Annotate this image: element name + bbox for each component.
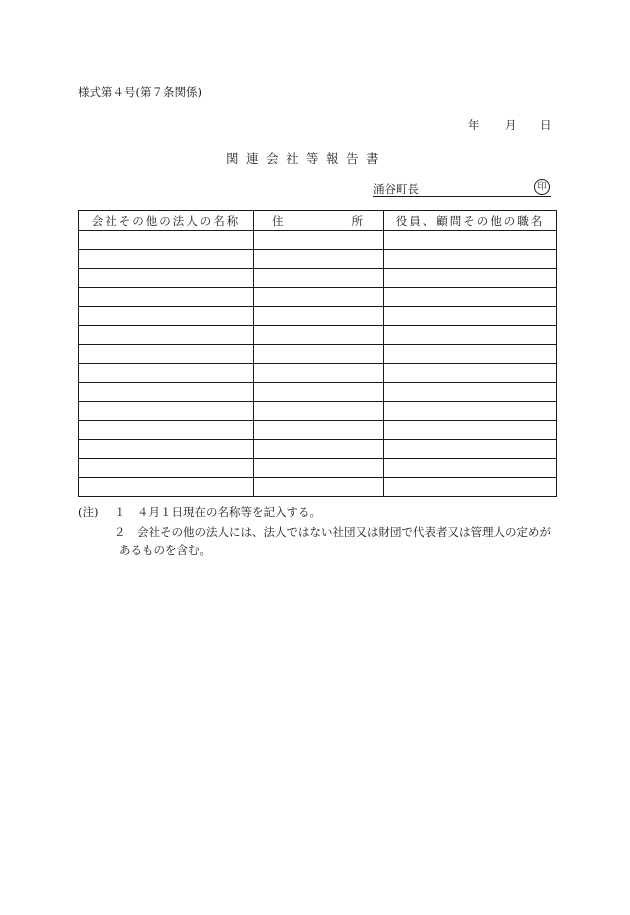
cell-address[interactable] <box>254 421 384 440</box>
cell-role[interactable] <box>384 288 557 307</box>
cell-role[interactable] <box>384 269 557 288</box>
cell-role[interactable] <box>384 402 557 421</box>
cell-role[interactable] <box>384 478 557 497</box>
table-row <box>79 269 557 288</box>
cell-address[interactable] <box>254 459 384 478</box>
cell-company-name[interactable] <box>79 383 254 402</box>
cell-address[interactable] <box>254 250 384 269</box>
cell-address[interactable] <box>254 231 384 250</box>
date-year-label: 年 <box>468 118 480 132</box>
cell-company-name[interactable] <box>79 231 254 250</box>
cell-address[interactable] <box>254 383 384 402</box>
cell-company-name[interactable] <box>79 440 254 459</box>
cell-company-name[interactable] <box>79 269 254 288</box>
cell-company-name[interactable] <box>79 288 254 307</box>
table-row <box>79 478 557 497</box>
related-companies-table <box>78 210 557 497</box>
header-company-name: 会社その他の法人の名称 <box>79 211 254 231</box>
table-body <box>79 231 557 497</box>
cell-company-name[interactable] <box>79 307 254 326</box>
table-row <box>79 288 557 307</box>
table-row <box>79 307 557 326</box>
table-row <box>79 326 557 345</box>
cell-address[interactable] <box>254 364 384 383</box>
table-row <box>79 421 557 440</box>
date-day-label: 日 <box>540 118 552 132</box>
header-address-part2: 所 <box>351 213 363 228</box>
seal-icon: 印 <box>534 179 550 195</box>
table-row <box>79 250 557 269</box>
cell-address[interactable] <box>254 345 384 364</box>
cell-address[interactable] <box>254 269 384 288</box>
cell-address[interactable] <box>254 478 384 497</box>
date-month-label: 月 <box>505 118 517 132</box>
table-row <box>79 402 557 421</box>
cell-address[interactable] <box>254 288 384 307</box>
cell-company-name[interactable] <box>79 459 254 478</box>
table-row <box>79 364 557 383</box>
cell-address[interactable] <box>254 402 384 421</box>
cell-address[interactable] <box>254 440 384 459</box>
cell-role[interactable] <box>384 383 557 402</box>
cell-role[interactable] <box>384 307 557 326</box>
cell-company-name[interactable] <box>79 345 254 364</box>
table-row <box>79 383 557 402</box>
cell-company-name[interactable] <box>79 478 254 497</box>
header-role: 役員、顧問その他の職名 <box>384 211 557 231</box>
cell-role[interactable] <box>384 364 557 383</box>
cell-address[interactable] <box>254 307 384 326</box>
table-row <box>79 440 557 459</box>
table-row <box>79 345 557 364</box>
cell-role[interactable] <box>384 440 557 459</box>
cell-company-name[interactable] <box>79 364 254 383</box>
cell-role[interactable] <box>384 421 557 440</box>
cell-company-name[interactable] <box>79 326 254 345</box>
cell-role[interactable] <box>384 231 557 250</box>
notes-label: (注) <box>78 505 99 519</box>
cell-company-name[interactable] <box>79 250 254 269</box>
cell-role[interactable] <box>384 326 557 345</box>
note-item-1: １ ４月１日現在の名称等を記入する。 <box>114 505 321 519</box>
cell-role[interactable] <box>384 345 557 364</box>
cell-company-name[interactable] <box>79 402 254 421</box>
document-title: 関連会社等報告書 <box>226 151 387 166</box>
note-item-2: ２ 会社その他の法人には、法人ではない社団又は財団で代表者又は管理人の定めが <box>114 525 551 539</box>
addressee-line <box>373 181 551 197</box>
cell-company-name[interactable] <box>79 421 254 440</box>
form-number: 様式第４号(第７条関係) <box>78 85 202 99</box>
addressee-name: 涌谷町長 <box>373 182 419 196</box>
note-item-2-continued: あるものを含む。 <box>119 543 211 557</box>
table-header-row <box>79 211 557 231</box>
cell-role[interactable] <box>384 459 557 478</box>
header-address <box>254 211 384 231</box>
header-address-part1: 住 <box>272 213 284 228</box>
table-row <box>79 459 557 478</box>
cell-address[interactable] <box>254 326 384 345</box>
cell-role[interactable] <box>384 250 557 269</box>
table-row <box>79 231 557 250</box>
